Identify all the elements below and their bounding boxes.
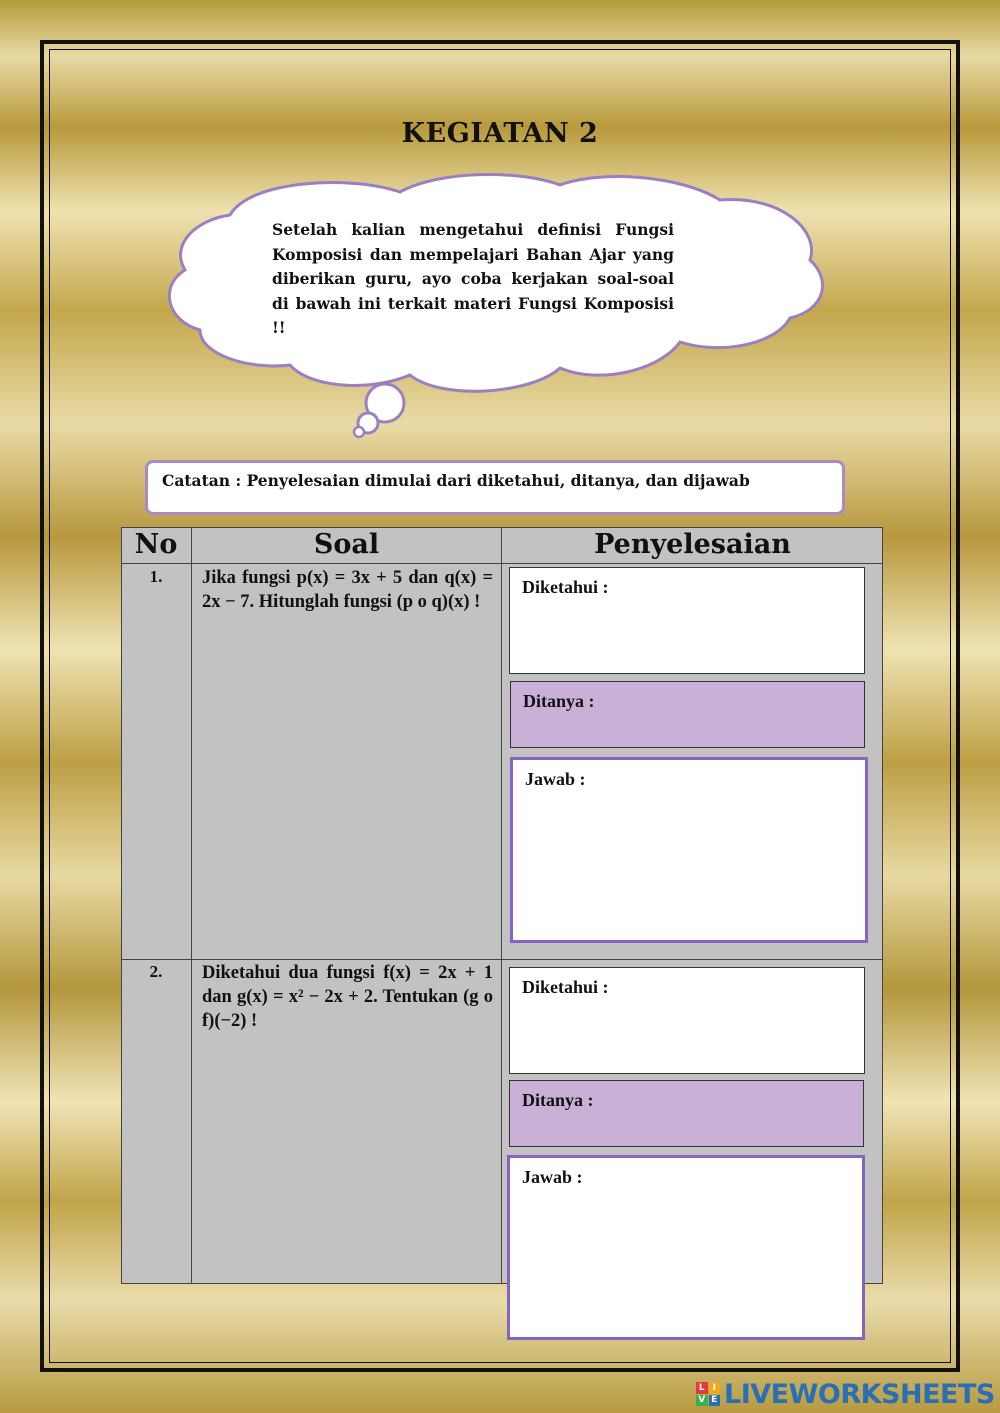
note-text: Catatan : Penyelesaian dimulai dari diketahui, ditanya, dan dijawab [162, 471, 750, 490]
cloud-bubble-small [354, 427, 364, 437]
row-1-question: Jika fungsi p(x) = 3x + 5 dan q(x) = 2x − 7. Hitunglah fungsi (p o q)(x) ! [202, 568, 493, 612]
header-no: No [134, 529, 178, 560]
table-header-line [121, 563, 883, 564]
row-2-question: Diketahui dua fungsi f(x) = 2x + 1 dan g(x) = x² − 2x + 2. Tentukan (g o f)(−2) ! [202, 963, 493, 1031]
row-2-number: 2. [149, 962, 163, 981]
table-row-line [121, 959, 883, 960]
row-2-diketahui-label: Diketahui : [522, 977, 609, 997]
row-2-jawab-label: Jawab : [522, 1167, 583, 1187]
logo-badge-letter: E [709, 1395, 721, 1407]
row-1-jawab-label: Jawab : [525, 769, 586, 789]
row-2-diketahui-box[interactable] [509, 967, 865, 1074]
logo-badge-icon [696, 1382, 720, 1406]
logo-badge-letter: L [696, 1382, 708, 1394]
header-penyelesaian: Penyelesaian [594, 529, 791, 560]
header-soal: Soal [313, 529, 380, 560]
intro-text: Setelah kalian mengetahui definisi Fungsi Komposisi dan mempelajari Bahan Ajar yang diberikan guru, ayo coba kerjakan soal-soal di bawah ini terkait materi Fungsi Komposisi !! [272, 220, 674, 337]
row-1-number: 1. [149, 567, 163, 586]
row-1-diketahui-label: Diketahui : [522, 577, 609, 597]
row-2-ditanya-label: Ditanya : [522, 1090, 594, 1110]
row-2-jawab-box[interactable] [507, 1155, 865, 1340]
table-divider-no [191, 527, 192, 1284]
logo-badge-letter: I [709, 1382, 721, 1394]
table-divider-soal [501, 527, 502, 1284]
row-1-jawab-box[interactable] [510, 757, 868, 943]
logo-badge-letter: V [696, 1395, 708, 1407]
liveworksheets-logo[interactable] [696, 1378, 995, 1410]
page-title: KEGIATAN 2 [401, 118, 599, 149]
logo-text: LIVEWORKSHEETS [724, 1378, 995, 1410]
row-1-diketahui-box[interactable] [509, 567, 865, 674]
row-2-ditanya-box[interactable] [509, 1080, 864, 1147]
row-1-ditanya-box[interactable] [510, 681, 865, 748]
row-1-ditanya-label: Ditanya : [523, 691, 595, 711]
